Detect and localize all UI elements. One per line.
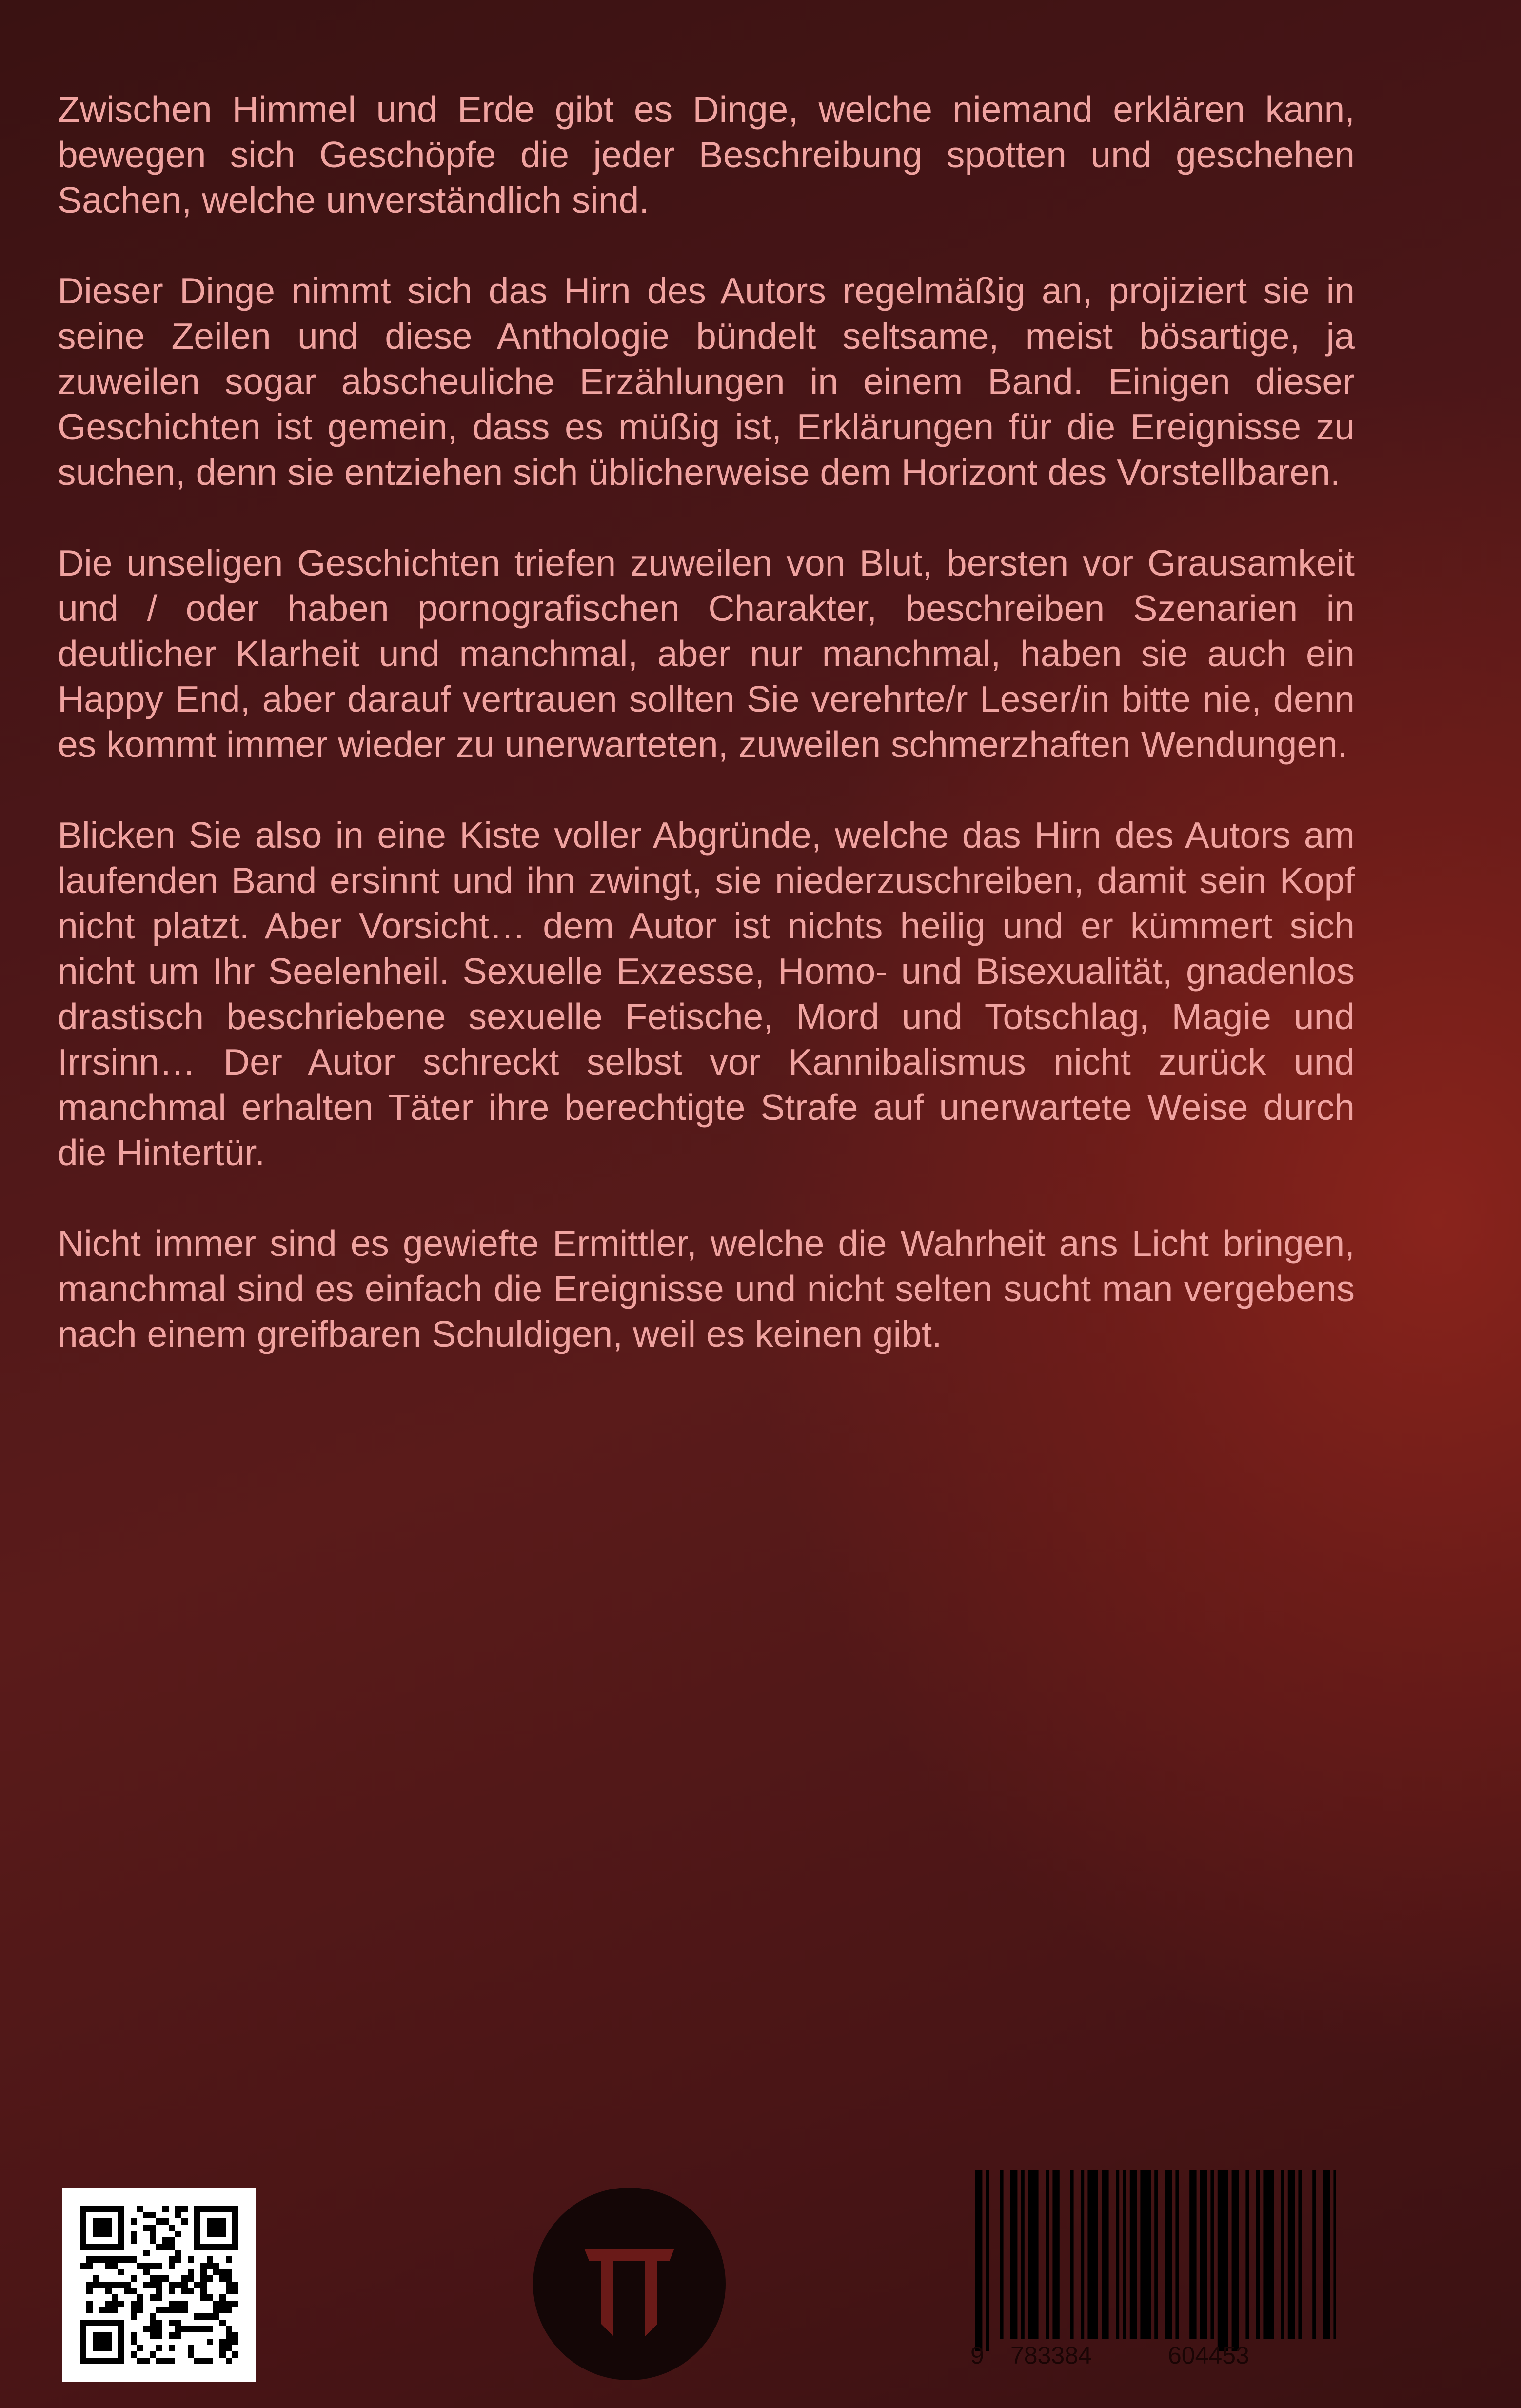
back-cover-blurb: [58, 87, 1355, 1402]
qr-code-pattern: [62, 2188, 256, 2382]
blurb-paragraph-4: Blicken Sie also in eine Kiste voller Abgründe, welche das Hirn des Autors am laufenden Band ersinnt und ihn zwingt, sie niederzuschreiben, damit sein Kopf nicht platzt. Aber Vorsicht… dem Autor ist nichts heilig und er kümmert sich nicht um Ihr Seelenheil. Sexuelle Exzesse, Homo- und Bisexualität, gnadenlos drastisch beschriebene sexuelle Fetische, Mord und Totschlag, Magie und Irrsinn… Der Autor schreckt selbst vor Kannibalismus nicht zurück und manchmal erhalten Täter ihre berechtigte Strafe auf unerwartete Weise durch die Hintertür.: [58, 815, 1355, 1173]
publisher-logo: [533, 2188, 726, 2380]
isbn-left-group: 783384: [1010, 2342, 1092, 2369]
isbn-first-digit: 9: [970, 2342, 984, 2369]
blurb-paragraph-2: Dieser Dinge nimmt sich das Hirn des Autors regelmäßig an, projiziert sie in seine Zeilen und diese Anthologie bündelt seltsame, meist bösartige, ja zuweilen sogar abscheuliche Erzählungen in einem Band. Einigen dieser Geschichten ist gemein, dass es müßig ist, Erklärungen für die Ereignisse zu suchen, denn sie entziehen sich üblicherweise dem Horizont des Vorstellbaren.: [58, 270, 1355, 493]
isbn-digits: [966, 2341, 1336, 2375]
blurb-paragraph-3: Die unseligen Geschichten triefen zuweilen von Blut, bersten vor Grausamkeit und / oder haben pornografischen Charakter, beschreiben Szenarien in deutlicher Klarheit und manchmal, aber nur manchmal, haben sie auch ein Happy End, aber darauf vertrauen sollten Sie verehrte/r Leser/in bitte nie, denn es kommt immer wieder zu unerwarteten, zuweilen schmerzhaften Wendungen.: [58, 542, 1355, 765]
blurb-paragraph-1: Zwischen Himmel und Erde gibt es Dinge, welche niemand erklären kann, bewegen sich Geschöpfe die jeder Beschreibung spotten und geschehen Sachen, welche unverständlich sind.: [58, 89, 1355, 220]
publisher-logo-icon: [533, 2188, 726, 2380]
isbn-right-group: 604453: [1168, 2342, 1249, 2369]
blurb-paragraph-5: Nicht immer sind es gewiefte Ermittler, welche die Wahrheit ans Licht bringen, manchmal sind es einfach die Ereignisse und nicht selten sucht man vergebens nach einem greifbaren Schuldigen, weil es keinen gibt.: [58, 1223, 1355, 1354]
qr-code: [62, 2188, 256, 2382]
barcode-bars: [966, 2170, 1336, 2351]
